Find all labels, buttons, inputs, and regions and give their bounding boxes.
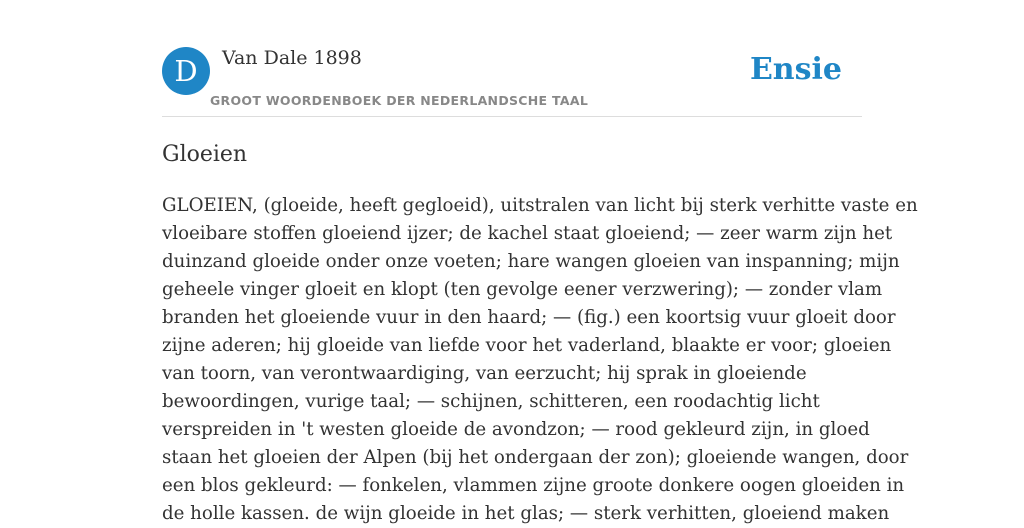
entry-text-line: GLOEIEN, (gloeide, heeft gegloeid), uitstralen van licht bij sterk verhitte vaste en <box>162 195 918 216</box>
entry-text-line: duinzand gloeide onder onze voeten; hare wangen gloeien van inspanning; mijn <box>162 251 900 272</box>
entry-text-line: een blos gekleurd: — fonkelen, vlammen zijne groote donkere oogen gloeiden in <box>162 475 905 496</box>
dictionary-title[interactable]: Van Dale 1898 <box>222 47 362 69</box>
entry-text-line: de holle kassen. de wijn gloeide in het glas; — sterk verhitten, gloeiend maken <box>162 503 890 524</box>
entry-text-line: staan het gloeien der Alpen (bij het ondergaan der zon); gloeiende wangen, door <box>162 447 909 468</box>
entry-text-line: zijne aderen; hij gloeide van liefde voor het vaderland, blaakte er voor; gloeien <box>162 335 892 356</box>
entry-text-line: van toorn, van verontwaardiging, van eerzucht; hij sprak in gloeiende <box>162 363 807 384</box>
entry-body <box>162 192 918 528</box>
dictionary-subtitle: GROOT WOORDENBOEK DER NEDERLANDSCHE TAAL <box>210 93 589 108</box>
entry-text-line: vloeibare stoffen gloeiend ijzer; de kachel staat gloeiend; — zeer warm zijn het <box>162 223 893 244</box>
brand-logo-link[interactable]: Ensie <box>749 52 842 87</box>
entry-text-line: bewoordingen, vurige taal; — schijnen, schitteren, een roodachtig licht <box>162 391 820 412</box>
entry-text-line: geheele vinger gloeit en klopt (ten gevolge eener verzwering); — zonder vlam <box>162 279 883 300</box>
entry-title: Gloeien <box>162 142 248 167</box>
dictionary-avatar[interactable]: D <box>162 47 210 95</box>
dictionary-header <box>162 46 862 117</box>
entry-text-line: verspreiden in 't westen gloeide de avondzon; — rood gekleurd zijn, in gloed <box>162 419 870 440</box>
entry-text-line: branden het gloeiende vuur in den haard; — (fig.) een koortsig vuur gloeit door <box>162 307 896 328</box>
